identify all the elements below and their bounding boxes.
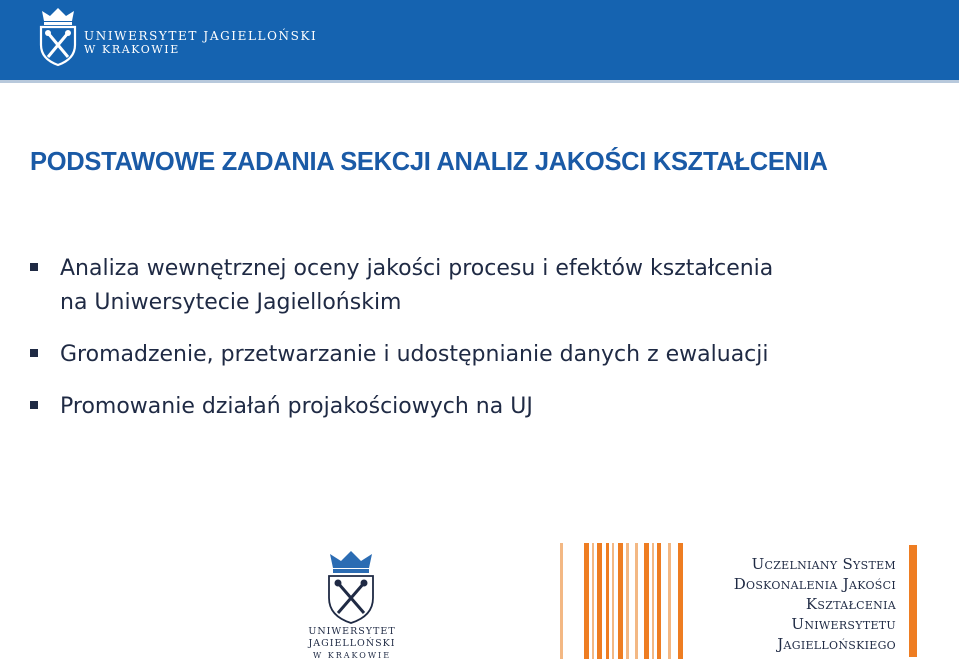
footer-uj-line1: UNIWERSYTET (308, 626, 396, 637)
header-university-line2: W KRAKOWIE (84, 43, 180, 56)
list-item (30, 338, 930, 372)
uj-emblem-icon (36, 5, 80, 71)
page-title: PODSTAWOWE ZADANIA SEKCJI ANALIZ JAKOŚCI KSZTAŁCENIA (30, 148, 828, 176)
footer-uj-line2: JAGIELLOŃSKI (308, 638, 396, 649)
list-item (30, 252, 930, 320)
header-university-name (84, 29, 317, 57)
usd-line1: Uczelniany System (751, 555, 896, 573)
footer-university-name (300, 626, 404, 662)
header-divider (0, 80, 959, 83)
bullet-square-icon (30, 263, 38, 271)
header-university-line1: UNIWERSYTET JAGIELLOŃSKI (84, 29, 318, 43)
usd-line5: Jagiellońskiego (777, 635, 896, 653)
list-item-text: Gromadzenie, przetwarzanie i udostępnianie danych z ewaluacji (60, 342, 769, 367)
list-item (30, 390, 930, 424)
uj-footer-emblem-icon (322, 548, 380, 628)
usd-orange-bar (909, 545, 917, 657)
list-item-text: Promowanie działań projakościowych na UJ (60, 394, 533, 419)
usd-line3: Kształcenia (805, 595, 896, 613)
bullet-square-icon (30, 349, 38, 357)
usd-line2: Doskonalenia Jakości (733, 575, 896, 593)
bullet-list (30, 252, 930, 442)
usd-line4: Uniwersytetu (791, 615, 896, 633)
footer-uj-line3: W KRAKOWIE (312, 651, 392, 660)
bullet-square-icon (30, 401, 38, 409)
usd-name (660, 554, 896, 654)
list-item-text: Analiza wewnętrznej oceny jakości procesu i efektów kształcenia na Uniwersytecie Jagiellońskim (60, 256, 774, 315)
